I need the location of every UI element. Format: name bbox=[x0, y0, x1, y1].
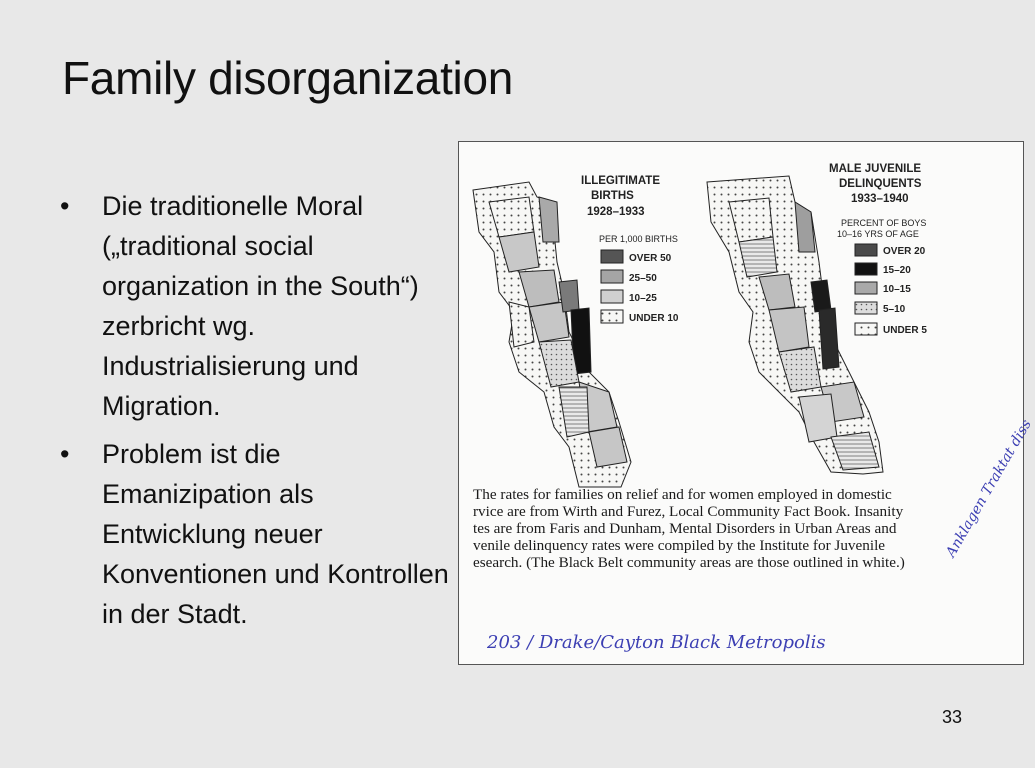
page-number: 33 bbox=[941, 707, 962, 727]
right-map-title-2: DELINQUENTS bbox=[839, 178, 922, 190]
bullet-dot-icon: • bbox=[60, 439, 70, 469]
left-map-title-2: BIRTHS bbox=[591, 190, 634, 202]
bullet-list bbox=[56, 186, 456, 642]
right-map-unit-2: 10–16 YRS OF AGE bbox=[837, 229, 919, 239]
handwritten-margin-note: Anklagen Traktat diss bbox=[943, 417, 1035, 560]
bullet-dot-icon: • bbox=[60, 191, 70, 221]
left-legend-label: UNDER 10 bbox=[629, 313, 679, 324]
right-legend-label: 15–20 bbox=[883, 265, 911, 276]
left-map-title-1: ILLEGITIMATE bbox=[581, 175, 661, 187]
right-legend-label: UNDER 5 bbox=[883, 325, 927, 336]
right-legend-label: 5–10 bbox=[883, 304, 906, 315]
right-map-title-1: MALE JUVENILE bbox=[829, 163, 922, 175]
left-map-unit: PER 1,000 BIRTHS bbox=[599, 234, 678, 244]
chicago-maps-figure bbox=[459, 142, 1025, 666]
bullet-item bbox=[56, 434, 456, 634]
caption-line: rvice are from Wirth and Furez, Local Community Fact Book. Insanity bbox=[473, 503, 904, 520]
left-map-years: 1928–1933 bbox=[587, 206, 645, 218]
left-legend bbox=[601, 250, 679, 324]
caption-line: venile delinquency rates were compiled by the Institute for Juvenile bbox=[473, 537, 886, 554]
caption-line: esearch. (The Black Belt community areas are those outlined in white.) bbox=[473, 554, 905, 571]
left-legend-label: OVER 50 bbox=[629, 253, 672, 264]
scan-caption bbox=[473, 486, 973, 571]
right-legend-label: 10–15 bbox=[883, 284, 911, 295]
bullet-text: Problem ist die Emanizipation als Entwicklung neuer Konventionen und Kontrollen in der Stadt. bbox=[102, 439, 449, 629]
bullet-item bbox=[56, 186, 456, 426]
right-legend bbox=[855, 244, 927, 336]
left-legend-label: 10–25 bbox=[629, 293, 657, 304]
left-map bbox=[473, 182, 631, 487]
left-legend-label: 25–50 bbox=[629, 273, 657, 284]
right-legend-label: OVER 20 bbox=[883, 246, 926, 257]
handwritten-citation: 203 / Drake/Cayton Black Metropolis bbox=[487, 632, 826, 653]
caption-line: The rates for families on relief and for women employed in domestic bbox=[473, 486, 892, 503]
caption-line: tes are from Faris and Dunham, Mental Disorders in Urban Areas and bbox=[473, 520, 897, 537]
right-map-years: 1933–1940 bbox=[851, 193, 909, 205]
bullet-text: Die traditionelle Moral („traditional social organization in the South“) zerbricht wg. Industrialisierung und Migration. bbox=[102, 191, 419, 421]
slide-title: Family disorganization bbox=[62, 52, 514, 104]
right-map-unit-1: PERCENT OF BOYS bbox=[841, 218, 927, 228]
scanned-map-image bbox=[458, 141, 1035, 665]
